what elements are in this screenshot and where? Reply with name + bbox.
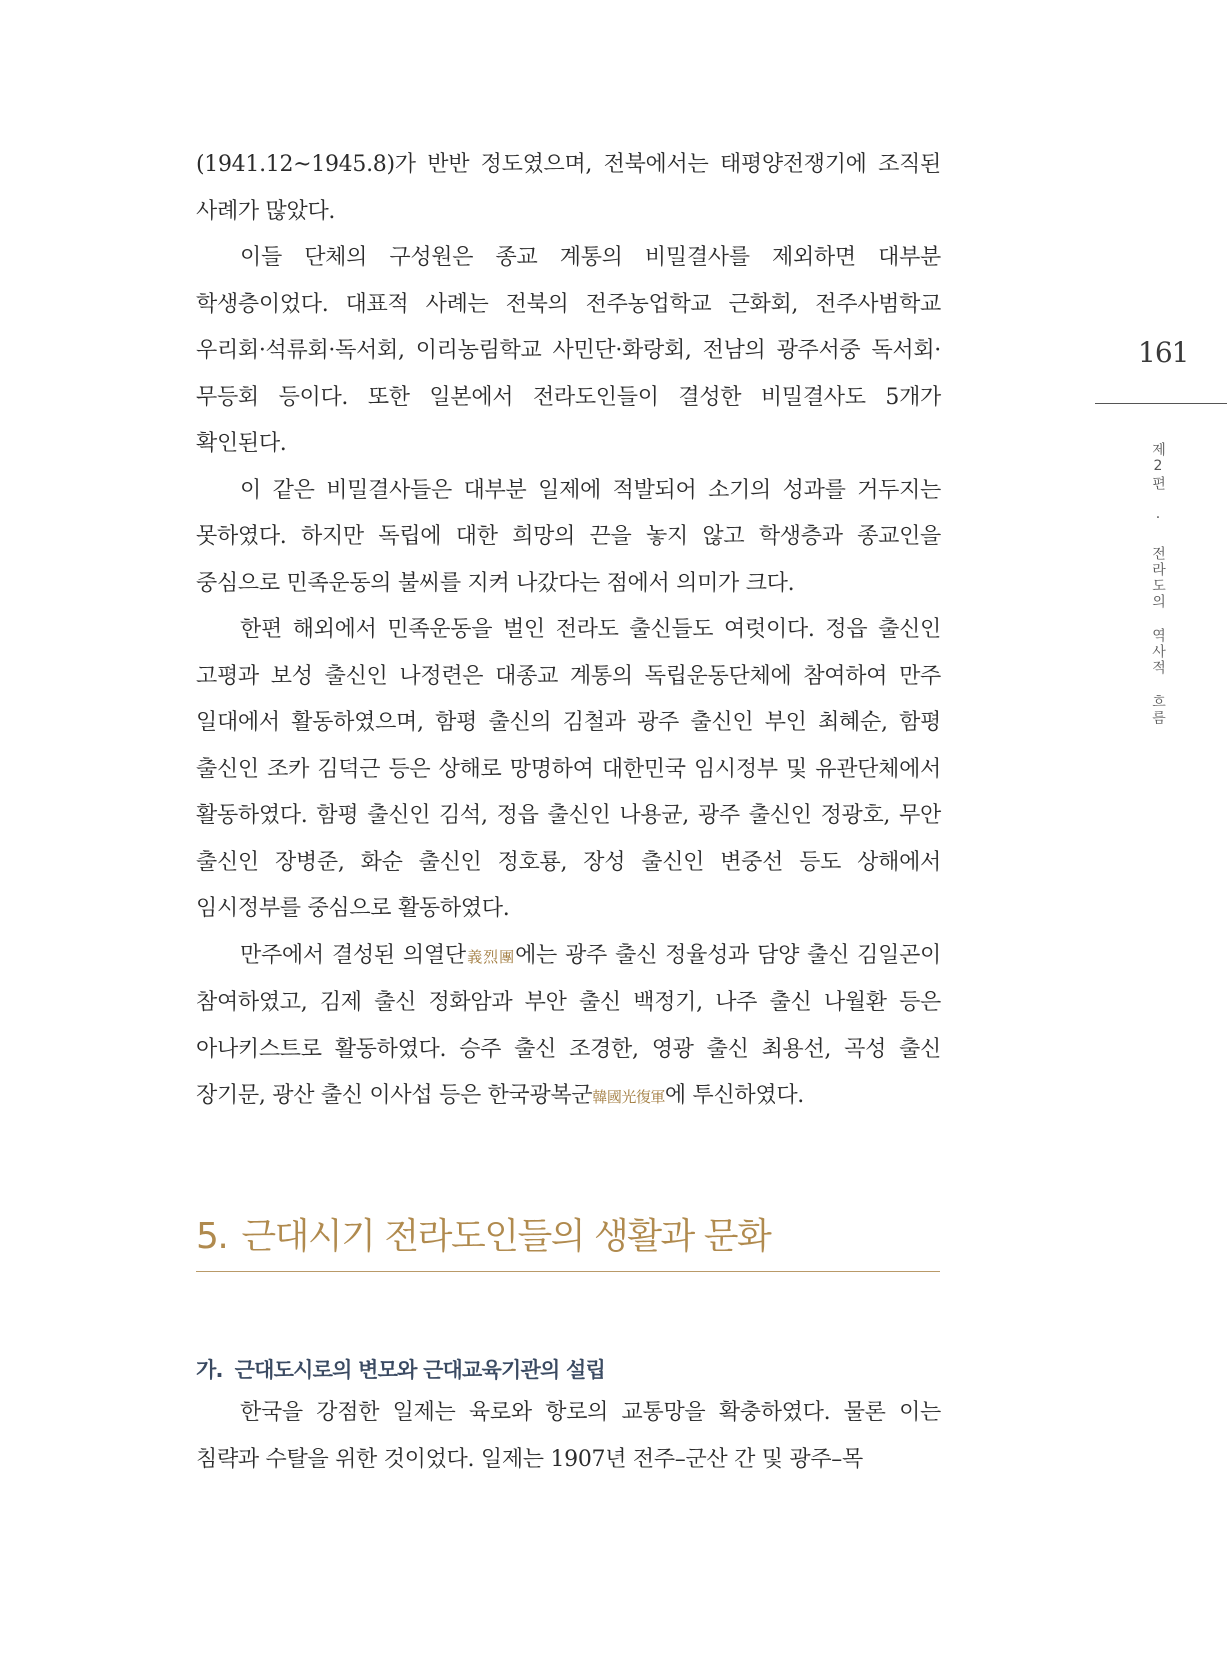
section-title-text: 근대시기 전라도인들의 생활과 문화 xyxy=(241,1216,771,1257)
paragraph-3: 이 같은 비밀결사들은 대부분 일제에 적발되어 소기의 성과를 거두지는 못하였다. 하지만 독립에 대한 희망의 끈을 놓지 않고 학생층과 종교인을 중심으로 민족운동의 불씨를 지켜 나갔다는 점에서 의미가 크다. xyxy=(196,477,941,596)
hanja-annotation: 韓國光復軍 xyxy=(592,1088,665,1106)
section-heading xyxy=(196,1208,940,1272)
paragraph-1: (1941.12~1945.8)가 반반 정도였으며, 전북에서는 태평양전쟁기에 조직된 사례가 많았다. xyxy=(196,152,941,224)
hanja-annotation: 義烈團 xyxy=(465,947,516,966)
subsection-heading xyxy=(196,1352,941,1388)
subsection-marker: 가. xyxy=(196,1358,223,1382)
section-number: 5. xyxy=(196,1216,228,1257)
paragraph-4: 한편 해외에서 민족운동을 벌인 전라도 출신들도 여럿이다. 정읍 출신인 고평과 보성 출신인 나정련은 대종교 계통의 독립운동단체에 참여하여 만주 일대에서 활동하였으며, 함평 출신의 김철과 광주 출신인 부인 최혜순, 함평 출신인 조카 김덕근 등은 상해로 망명하여 대한민국 임시정부 및 유관단체에서 활동하였다. 함평 출신인 김석, 정읍 출신인 나용균, 광주 출신인 정광호, 무안 출신인 장병준, 화순 출신인 정호룡, 장성 출신인 변중선 등도 상해에서 임시정부를 중심으로 활동하였다. xyxy=(196,617,941,921)
subsection-title: 근대도시로의 변모와 근대교육기관의 설립 xyxy=(234,1358,605,1382)
subsection xyxy=(196,1352,941,1483)
running-header: 제2편 · 전라도의 역사적 흐름 xyxy=(1150,442,1166,726)
paragraph-2: 이들 단체의 구성원은 종교 계통의 비밀결사를 제외하면 대부분 학생층이었다. 대표적 사례는 전북의 전주농업학교 근화회, 전주사범학교 우리회·석류회·독서회, 이리농림학교 사민단·화랑회, 전남의 광주서중 독서회·무등회 등이다. 또한 일본에서 전라도인들이 결성한 비밀결사도 5개가 확인된다. xyxy=(196,245,941,456)
subsection-paragraph: 한국을 강점한 일제는 육로와 항로의 교통망을 확충하였다. 물론 이는 침략과 수탈을 위한 것이었다. 일제는 1907년 전주–군산 간 및 광주–목 xyxy=(196,1400,941,1472)
margin-divider xyxy=(1095,403,1227,404)
body-text xyxy=(196,142,941,1121)
paragraph-5: 만주에서 결성된 의열단義烈團에는 광주 출신 정율성과 담양 출신 김일곤이 참여하였고, 김제 출신 정화암과 부안 출신 백정기, 나주 출신 나월환 등은 아나키스트로 활동하였다. 승주 출신 조경한, 영광 출신 최용선, 곡성 출신 장기문, 광산 출신 이사섭 등은 한국광복군韓國光復軍에 투신하였다. xyxy=(196,942,941,1108)
page-number: 161 xyxy=(1138,336,1189,369)
